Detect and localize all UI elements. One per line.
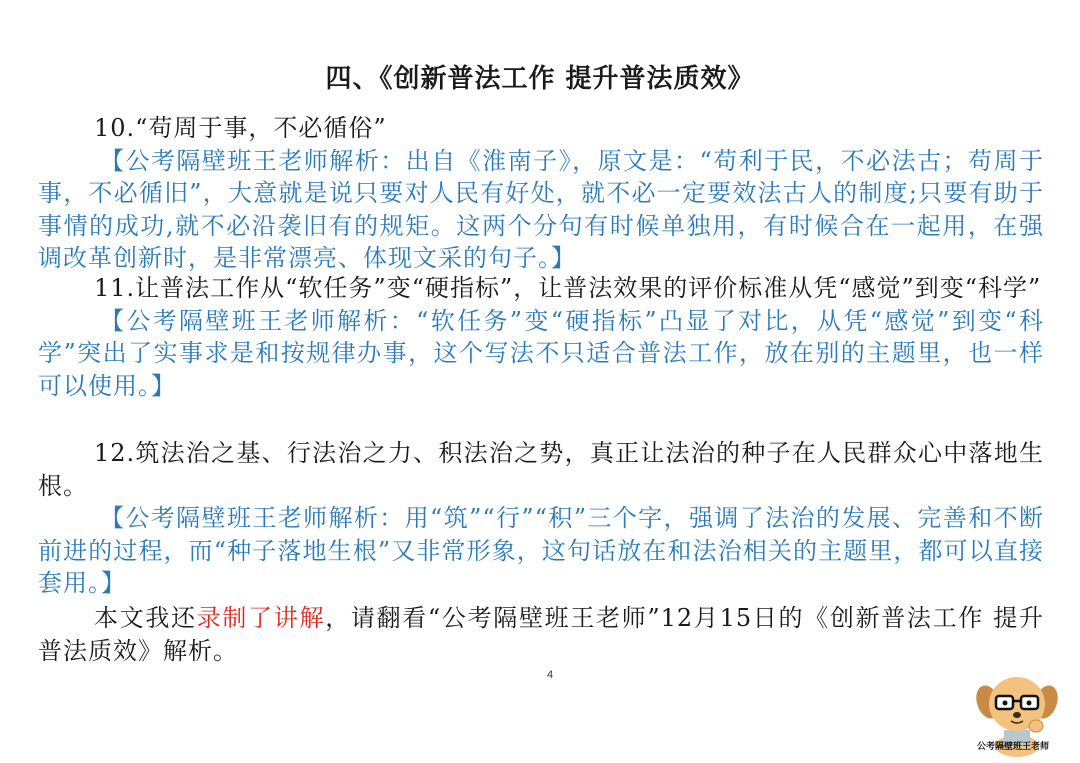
item-analysis: 【公考隔壁班王老师解析：出自《淮南子》，原文是：“苟利于民，不必法古；苟周于事，不必循旧”，大意就是说只要对人民有好处，就不必一定要效法古人的制度;只要有助于事情的成功,就不必沿袭旧有的规矩。这两个分句有时候单独用，有时候合在一起用，在强调改革创新时，是非常漂亮、体现文采的句子。】 bbox=[38, 146, 1044, 272]
item-analysis: 【公考隔壁班王老师解析：“软任务”变“硬指标”凸显了对比，从凭“感觉”到变“科学”突出了实事求是和按规律办事，这个写法不只适合普法工作，放在别的主题里，也一样可以使用。】 bbox=[38, 306, 1044, 400]
logo-caption: 公考隔壁班王老师 bbox=[976, 742, 1049, 752]
item-heading: 12.筑法治之基、行法治之力、积法治之势，真正让法治的种子在人民群众心中落地生根。 bbox=[38, 439, 1044, 500]
item-12 bbox=[38, 437, 1044, 600]
item-heading: 11.让普法工作从“软任务”变“硬指标”，让普法效果的评价标准从凭“感觉”到变“科学” bbox=[94, 274, 1042, 302]
closing-paragraph bbox=[38, 602, 1044, 667]
item-analysis: 【公考隔壁班王老师解析：用“筑”“行”“积”三个字，强调了法治的发展、完善和不断前进的过程，而“种子落地生根”又非常形象，这句话放在和法治相关的主题里，都可以直接套用。】 bbox=[38, 504, 1044, 597]
item-heading: 10.“苟周于事，不必循俗” bbox=[94, 114, 387, 142]
page-title: 四、《创新普法工作 提升普法质效》 bbox=[325, 64, 755, 94]
page-number: 4 bbox=[546, 669, 554, 681]
recording-highlight: 录制了讲解 bbox=[196, 604, 326, 632]
closing-before: 本文我还 bbox=[94, 604, 197, 632]
item-11 bbox=[38, 272, 1044, 402]
closing-text bbox=[38, 602, 1044, 667]
item-10 bbox=[38, 112, 1044, 275]
closing-after: ，请翻看“公考隔壁班王老师”12月15日的《创新普法工作 提升普法质效》解析。 bbox=[38, 604, 1044, 665]
